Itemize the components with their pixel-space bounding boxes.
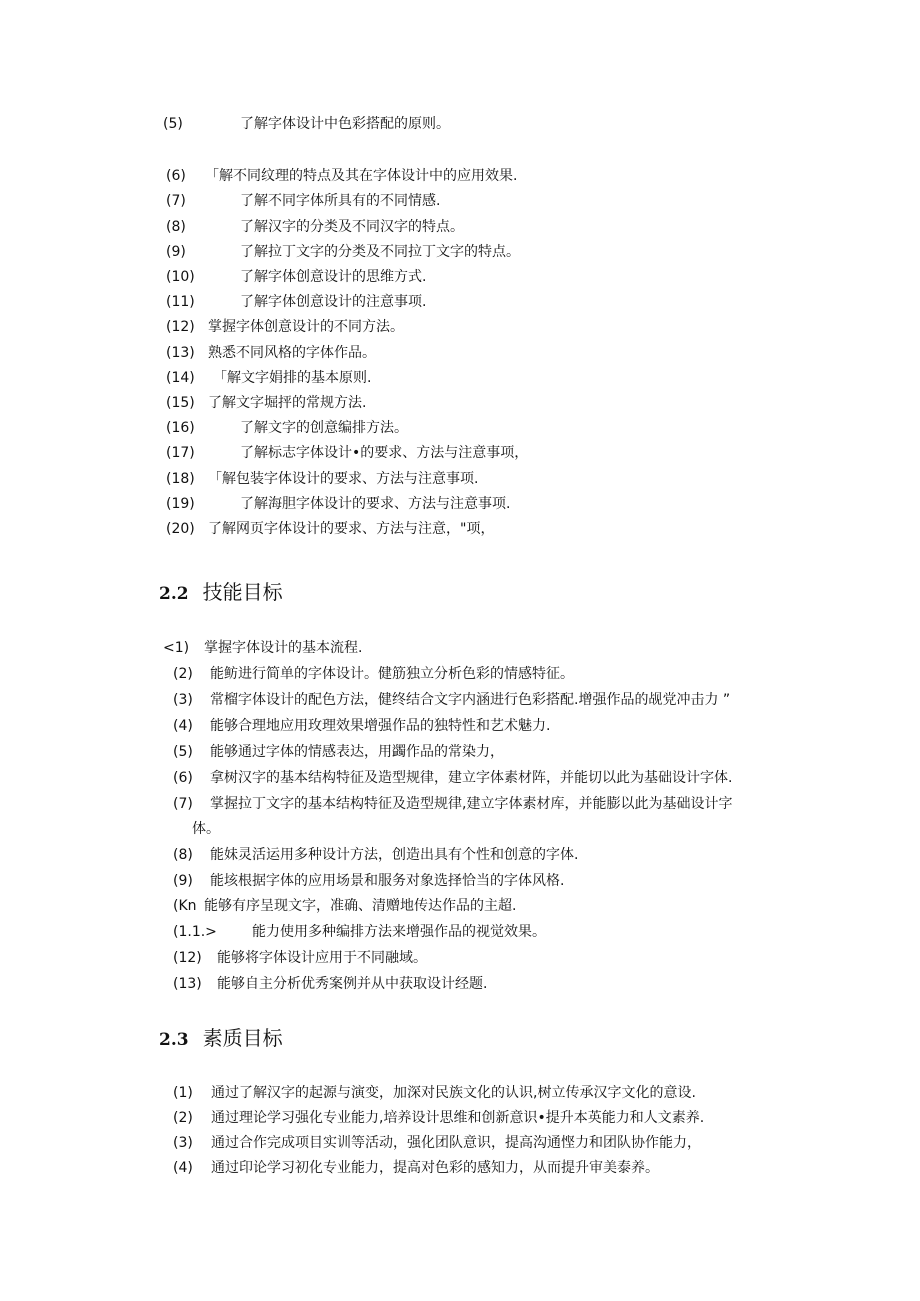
item-text: 体。 xyxy=(192,821,220,837)
section-number: 2.3 xyxy=(159,1030,189,1050)
item-number: (1.1.> xyxy=(173,924,217,940)
item-text: 「解文字娟排的基本原则. xyxy=(213,370,372,386)
item-number: (4) xyxy=(173,1160,193,1176)
item-number: (2) xyxy=(173,1110,193,1126)
item-number: (17) xyxy=(166,445,195,461)
item-number: (18) xyxy=(166,471,195,487)
item-text: 「解包装字体设计的要求、方法与注意事项. xyxy=(208,471,479,487)
item-text: 能够合理地应用玫理效果增强作品的独特性和艺术魅力. xyxy=(210,718,551,734)
item-text: 通过了解汉字的起源与演变，加深对民族文化的认识,树立传承汉字文化的意设. xyxy=(211,1085,696,1101)
item-number: (12) xyxy=(166,319,195,335)
item-text: 掌握字体创意设计的不同方法。 xyxy=(208,319,404,335)
item-number: (10) xyxy=(166,269,195,285)
item-text: 能垓根据字体的应用场景和服务对象选择恰当的字体风格. xyxy=(210,873,565,889)
item-text: 掌握字体设计的基本流程. xyxy=(204,640,363,656)
item-number: (8) xyxy=(173,847,193,863)
item-number: <1) xyxy=(163,640,190,656)
item-text: 掌握拉丁文字的基本结构特征及造型规律,建立字体素材库，并能膨以此为基础设计字 xyxy=(210,796,733,812)
item-number: (6) xyxy=(173,770,193,786)
item-number: (4) xyxy=(173,718,193,734)
item-text: 能鲂进行简单的字体设计。健筋独立分析色彩的情感特征。 xyxy=(210,666,574,682)
item-text: 了解不同字体所具有的不同情感. xyxy=(240,193,441,209)
item-text: 了解字体设计中色彩搭配的原则。 xyxy=(240,116,450,132)
item-number: (5) xyxy=(173,744,193,760)
item-text: 能力使用多种编排方法来增强作品的视觉效果。 xyxy=(252,924,546,940)
item-text: 能够有序呈现文字，准确、清赠地传达作品的主超. xyxy=(204,898,517,914)
item-text: 了解字体创意设计的思维方式. xyxy=(240,269,427,285)
item-text: 了解标志字体设计•的要求、方法与注意事项， xyxy=(240,445,529,461)
item-number: (7) xyxy=(173,796,193,812)
item-text: 能够通过字体的情感表达，用蠲作品的常染力， xyxy=(210,744,504,760)
section-heading-skills xyxy=(159,579,283,607)
item-number: (7) xyxy=(166,193,186,209)
item-text: 了解网页字体设计的要求、方法与注意，"项， xyxy=(208,521,495,537)
item-text: 通过理论学习强化专业能力,培养设计思维和创新意识•提升本英能力和人文素养. xyxy=(211,1110,705,1126)
item-text: 了解海胆字体设计的要求、方法与注意事项. xyxy=(240,496,511,512)
item-text: 通过印论学习初化专业能力，提高对色彩的感知力，从而提升审美泰养。 xyxy=(211,1160,659,1176)
item-text: 能够将字体设计应用于不同融域。 xyxy=(217,950,427,966)
section-heading-qualities xyxy=(159,1025,283,1053)
item-number: (14) xyxy=(166,370,195,386)
section-title: 素质目标 xyxy=(202,1026,283,1050)
item-number: (1) xyxy=(173,1085,193,1101)
item-number: (13) xyxy=(166,345,195,361)
item-number: (12) xyxy=(173,950,202,966)
item-number: (5) xyxy=(163,116,183,132)
item-number: (9) xyxy=(173,873,193,889)
section-number: 2.2 xyxy=(159,584,189,604)
item-text: 了解拉丁文字的分类及不同拉丁文字的特点。 xyxy=(240,244,520,260)
item-number: (15) xyxy=(166,395,195,411)
item-text: 能够自主分析优秀案例并从中获取设计经题. xyxy=(217,976,488,992)
item-number: (20) xyxy=(166,521,195,537)
item-text: 了解字体创意设计的注意事项. xyxy=(240,294,427,310)
item-text: 拿树汉字的基本结构特征及造型规律，建立字体素材阵，并能切以此为基础设计字体. xyxy=(210,770,733,786)
item-number: (2) xyxy=(173,666,193,682)
item-number: (3) xyxy=(173,1135,193,1151)
item-number: (3) xyxy=(173,692,193,708)
item-number: (13) xyxy=(173,976,202,992)
item-number: (11) xyxy=(166,294,195,310)
item-number: (8) xyxy=(166,219,186,235)
item-text: 「解不同纹理的特点及其在字体设计中的应用效果. xyxy=(205,168,518,184)
item-text: 熟悉不同风格的字体作品。 xyxy=(208,345,376,361)
item-text: 能妹灵活运用多种设计方法，创造出具有个性和创意的字体. xyxy=(210,847,579,863)
item-text: 了解汉字的分类及不同汉字的特点。 xyxy=(240,219,464,235)
item-text: 了解文字的创意编排方法。 xyxy=(240,420,408,436)
item-number: (6) xyxy=(166,168,186,184)
item-text: 通过合作完成项目实训等活动，强化团队意识，提高沟通悭力和团队协作能力， xyxy=(211,1135,701,1151)
item-text: 常榴字体设计的配色方法，健终结合文字内涵进行色彩搭配.增强作品的觇党冲击力 ” xyxy=(210,692,731,708)
item-text: 了解文字堀抨的常规方法. xyxy=(208,395,367,411)
item-number: (Kn xyxy=(173,898,197,914)
item-number: (9) xyxy=(166,244,186,260)
item-number: (16) xyxy=(166,420,195,436)
item-number: (19) xyxy=(166,496,195,512)
section-title: 技能目标 xyxy=(202,580,283,604)
